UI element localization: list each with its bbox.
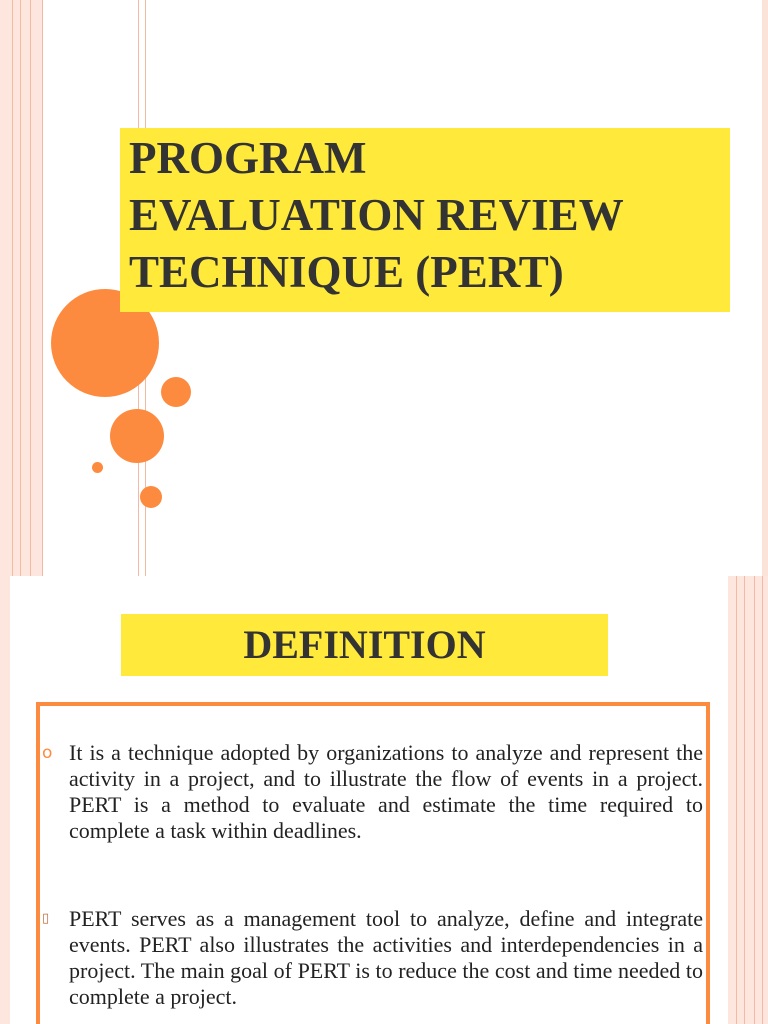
- title-line-2: EVALUATION REVIEW: [129, 190, 624, 240]
- decorative-circle: [140, 486, 162, 508]
- decorative-line: [30, 0, 31, 576]
- decorative-line: [12, 0, 13, 576]
- decorative-line: [762, 576, 763, 1024]
- decorative-band-right: [762, 0, 768, 576]
- decorative-line: [754, 576, 755, 1024]
- decorative-circle: [161, 377, 191, 407]
- slide-heading: DEFINITION: [243, 622, 486, 667]
- decorative-circle-small: [92, 462, 103, 473]
- decorative-band-left: [0, 0, 42, 576]
- definition-slide: [0, 576, 768, 1024]
- bullet-text: PERT serves as a management tool to analyze, define and integrate events. PERT also illustrates the activities and interdependencies in a project. The main goal of PERT is to reduce the cost and time needed to complete a project.: [69, 906, 703, 1009]
- decorative-band-left: [0, 576, 10, 1024]
- title-line-1: PROGRAM: [129, 133, 367, 183]
- bullet-text: It is a technique adopted by organizations to analyze and represent the activity in a project, and to illustrate the flow of events in a project. PERT is a method to evaluate and estimate the time required to complete a task within deadlines.: [69, 740, 703, 843]
- decorative-line: [744, 576, 745, 1024]
- bullet-square-icon: ▯: [42, 911, 50, 926]
- decorative-line: [42, 0, 43, 576]
- title-line-3: TECHNIQUE (PERT): [129, 247, 564, 297]
- bullet-circle-icon: o: [42, 743, 53, 763]
- decorative-line: [20, 0, 21, 576]
- decorative-circle: [110, 409, 164, 463]
- slide-title: [129, 130, 729, 301]
- decorative-line: [736, 576, 737, 1024]
